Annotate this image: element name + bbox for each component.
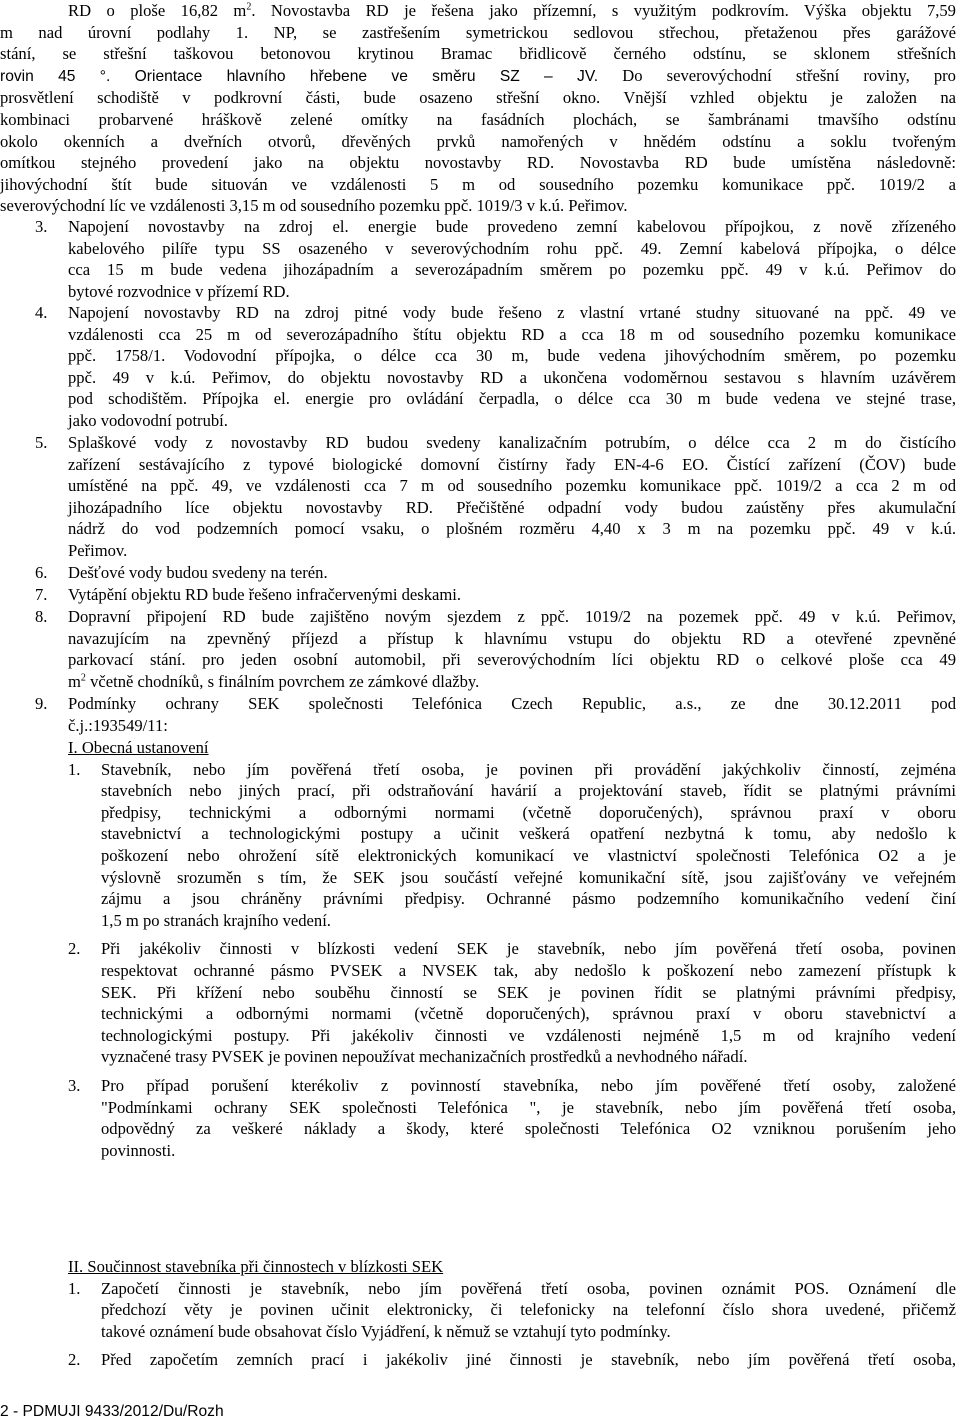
item-line: Započetí činnosti je stavebník, nebo jím pověřená třetí osoba, povinen oznámit POS. Oznámení dle xyxy=(101,1278,956,1298)
item-line: 1,5 m po stranách krajního vedení. xyxy=(101,910,331,930)
item-line: zařízení sestávajícího z typové biologické domovní čistírny řady EN-4-6 EO. Čistící zařízení (ČOV) bude xyxy=(68,454,956,474)
item-line: zájmu a jsou chráněny právními předpisy. Ochranné pásmo podzemního komunikačního vedení činí xyxy=(101,889,956,909)
item-line: respektovat ochranné pásmo PVSEK a NVSEK tak, aby nedošlo k poškození nebo zamezení přístupk k xyxy=(101,960,956,980)
item-line: Napojení novostavby RD na zdroj pitné vody bude řešeno z vlastní vrtané studny situované na ppč. 49 ve xyxy=(68,303,956,322)
subsection-3 xyxy=(68,1075,956,1161)
item-number: 8. xyxy=(35,607,48,626)
item-line: Před započetím zemních prací i jakékoliv jiné činnosti je stavebník, nebo jím pověřená třetí osoba, xyxy=(101,1350,956,1370)
item-line: předchozí věty je povinen učinit elektronicky, či telefonicky na telefonní číslo shora uvedené, přičemž xyxy=(101,1300,956,1320)
intro-line: RD o ploše 16,82 $m^2$. Novostavba RD je řešena jako přízemní, s využitým podkrovím. Výška objektu 7,59 xyxy=(68,1,956,20)
intro-line: omítkou stejného provedení jako na objektu novostavby RD. Novostavba RD bude umístěna následovně: xyxy=(0,153,956,173)
item-line: vyznačené trasy PVSEK je povinen nepoužívat mechanizačních prostředků a nevhodného nářadí. xyxy=(101,1047,748,1067)
intro-line: kombinaci probarvené hráškově zelené omítky na fasádních plochách, se šambránami tmavšího odstínu xyxy=(0,109,956,129)
item-line: bytové rozvodnice v přízemí RD. xyxy=(68,281,290,301)
item-line: Peřimov. xyxy=(68,540,128,560)
item-line: nádrž do vod podzemních pomocí vsaku, o plošném rozměru 4,40 x 3 m na pozemku ppč. 49 v k.ú. xyxy=(68,519,956,539)
section-heading: II. Součinnost stavebníka při činnostech v blízkosti SEK xyxy=(68,1257,444,1276)
intro-paragraph xyxy=(0,0,956,217)
item-line: stavebních nebo jiných prací, při odstraňování havárií a projektování staveb, řídit se platnými právními xyxy=(101,781,956,801)
intro-line: okolo okenních a dveřních otvorů, dřevěných prvků namořených v hnědém odstínu a soklu tvořeným xyxy=(0,131,956,151)
item-line: jako vodovodní potrubí. xyxy=(68,410,228,430)
item-number: 6. xyxy=(35,563,48,582)
section-cooperation xyxy=(68,1256,956,1371)
item-line: Dopravní připojení RD bude zajištěno novým sjezdem z ppč. 1019/2 na pozemek ppč. 49 v k.ú. Peřimov, xyxy=(68,607,956,626)
intro-line: stání, se střešní taškovou betonovou krytinou Bramac břidlicově černého odstínu, se sklonem střešních xyxy=(0,44,956,64)
subsection-1 xyxy=(68,759,956,932)
subsection-1 xyxy=(68,1278,956,1343)
item-line: výslovně srozuměn s tím, že SEK jsou součástí veřejné komunikační sítě, jsou zajišťovány ve veřejném xyxy=(101,867,956,887)
item-line: stavebnictví a technologickými postupy a učinit veškerá opatření nezbytná k tomu, aby nedošlo k xyxy=(101,824,956,844)
item-line: č.j.:193549/11: xyxy=(68,715,168,735)
item-line: takové oznámení bude obsahovat číslo Vyjádření, k němuž se vztahují tyto podmínky. xyxy=(101,1321,671,1341)
item-line: technologickými postupy. Při jakékoliv činnosti ve vzdálenosti nejméně 1,5 m od krajního vedení xyxy=(101,1025,956,1045)
item-number: 9. xyxy=(35,694,48,713)
item-line: SEK. Při křížení nebo souběhu činností se SEK je povinen řídit se platnými právními předpisy, xyxy=(101,982,956,1002)
item-line: navazujícím na zpevněný příjezd a přístup k hlavnímu vstupu do objektu RD a otevřené zpevněné xyxy=(68,628,956,648)
subsection-2 xyxy=(68,938,956,1068)
item-line: Stavebník, nebo jím pověřená třetí osoba, je povinen při provádění jakýchkoliv činností, zejména xyxy=(101,759,956,779)
page-footer: 2 - PDMUJI 9433/2012/Du/Rozh xyxy=(0,1403,224,1420)
intro-line: severovýchodní líc ve vzdálenosti 3,15 m od sousedního pozemku ppč. 1019/3 v k.ú. Peřimov. xyxy=(0,196,628,216)
list-item-8 xyxy=(35,606,956,692)
item-line: Dešťové vody budou svedeny na terén. xyxy=(68,563,328,582)
item-line: předpisy, technickými a odbornými normami (včetně doporučených), správnou praxí v oboru xyxy=(101,802,956,822)
item-line: vzdálenosti cca 25 m od severozápadního štítu objektu RD a cca 18 m od sousedního pozemku komunikace xyxy=(68,324,956,344)
item-line: odpovědný za veškeré náklady a škody, které společnosti Telefónica O2 vzniknou porušením jeho xyxy=(101,1119,956,1139)
item-number: 7. xyxy=(35,585,48,604)
list-item-7 xyxy=(35,584,956,606)
intro-line: jihovýchodní štít bude situován ve vzdálenosti 5 m od sousedního pozemku komunikace ppč. 1019/2 a xyxy=(0,174,956,194)
item-line: Při jakékoliv činnosti v blízkosti vedení SEK je stavebník, nebo jím pověřená třetí osoba, povinen xyxy=(101,939,956,959)
item-line: kabelového pilíře typu SS osazeného v severovýchodním rohu ppč. 49. Zemní kabelová přípojka, o délce xyxy=(68,238,956,258)
item-number: 3. xyxy=(68,1075,81,1095)
item-number: 4. xyxy=(35,303,48,322)
item-number: 5. xyxy=(35,433,48,452)
item-number: 1. xyxy=(68,1278,81,1298)
list-item-6 xyxy=(35,562,956,584)
item-line: parkovací stání. pro jeden osobní automobil, při severovýchodním líci objektu RD o celkové ploše cca 49 xyxy=(68,650,956,670)
item-line: Pro případ porušení kterékoliv z povinností stavebníka, nebo jím pověřené třetí osoby, založené xyxy=(101,1075,956,1095)
item-line: Napojení novostavby na zdroj el. energie bude provedeno zemní kabelovou přípojkou, z nově zřízeného xyxy=(68,217,956,236)
item-line: Vytápění objektu RD bude řešeno infračervenými deskami. xyxy=(68,585,462,604)
item-line: "Podmínkami ochrany SEK společnosti Telefónica ", je stavebník, nebo jím pověřená třetí osoba, xyxy=(101,1097,956,1117)
list-item-5 xyxy=(35,432,956,562)
section-heading: I. Obecná ustanovení xyxy=(68,738,209,757)
item-line: umístěné na ppč. 49, ve vzdálenosti cca 7 m od sousedního pozemku komunikace ppč. 1019/2 a cca 2 m od xyxy=(68,476,956,496)
subsection-2 xyxy=(68,1349,956,1371)
item-line: ppč. 1758/1. Vodovodní přípojka, o délce cca 30 m, bude vedena jihovýchodním směrem, po pozemku xyxy=(68,346,956,366)
intro-line: m nad úrovní podlahy 1. NP, se zastřešením symetrickou sedlovou střechou, přetaženou přes garážové xyxy=(0,22,956,42)
item-line: Podmínky ochrany SEK společnosti Telefónica Czech Republic, a.s., ze dne 30.12.2011 pod xyxy=(68,694,956,713)
intro-line: prosvětlení schodiště v podkrovní části, bude osazeno střešní okno. Vnější vzhled objektu je založen na xyxy=(0,88,956,108)
item-number: 1. xyxy=(68,759,81,779)
section-general-provisions xyxy=(68,737,956,1161)
item-number: 2. xyxy=(68,939,81,959)
item-line: jihozápadního líce objektu novostavby RD. Přečištěné odpadní vody budou zaústěny přes akumulační xyxy=(68,497,956,517)
item-number: 3. xyxy=(35,217,48,236)
item-line: poškození nebo ohrožení sítě elektronických komunikací ve vlastnictví společnosti Telefónica O2 a je xyxy=(101,845,956,865)
item-line: povinnosti. xyxy=(101,1140,176,1160)
item-line: ppč. 49 v k.ú. Peřimov, do objektu novostavby RD a ukončena vodoměrnou sestavou s hlavním uzávěrem xyxy=(68,367,956,387)
item-line: pod schodištěm. Přípojka el. energie pro ovládání čerpadla, o délce cca 30 m bude vedena ve stejné trase, xyxy=(68,389,956,409)
item-line: $m^2$ včetně chodníků, s finálním povrchem ze zámkové dlažby. xyxy=(68,671,480,691)
item-line: Splaškové vody z novostavby RD budou svedeny kanalizačním potrubím, o délce cca 2 m do čistícího xyxy=(68,433,956,452)
intro-line: rovin 45 °. Orientace hlavního hřebene ve směru SZ – JV. Do severovýchodní střešní roviny, pro xyxy=(0,65,956,85)
item-line: technickými a odbornými normami (včetně doporučených), správnou praxí v oboru stavebnictví a xyxy=(101,1004,956,1024)
list-item-4 xyxy=(35,302,956,432)
list-item-3 xyxy=(35,216,956,302)
item-line: cca 15 m bude vedena jihozápadním a severozápadním směrem po pozemku ppč. 49 v k.ú. Peřimov do xyxy=(68,260,956,280)
item-number: 2. xyxy=(68,1350,81,1370)
list-item-9 xyxy=(35,693,956,736)
